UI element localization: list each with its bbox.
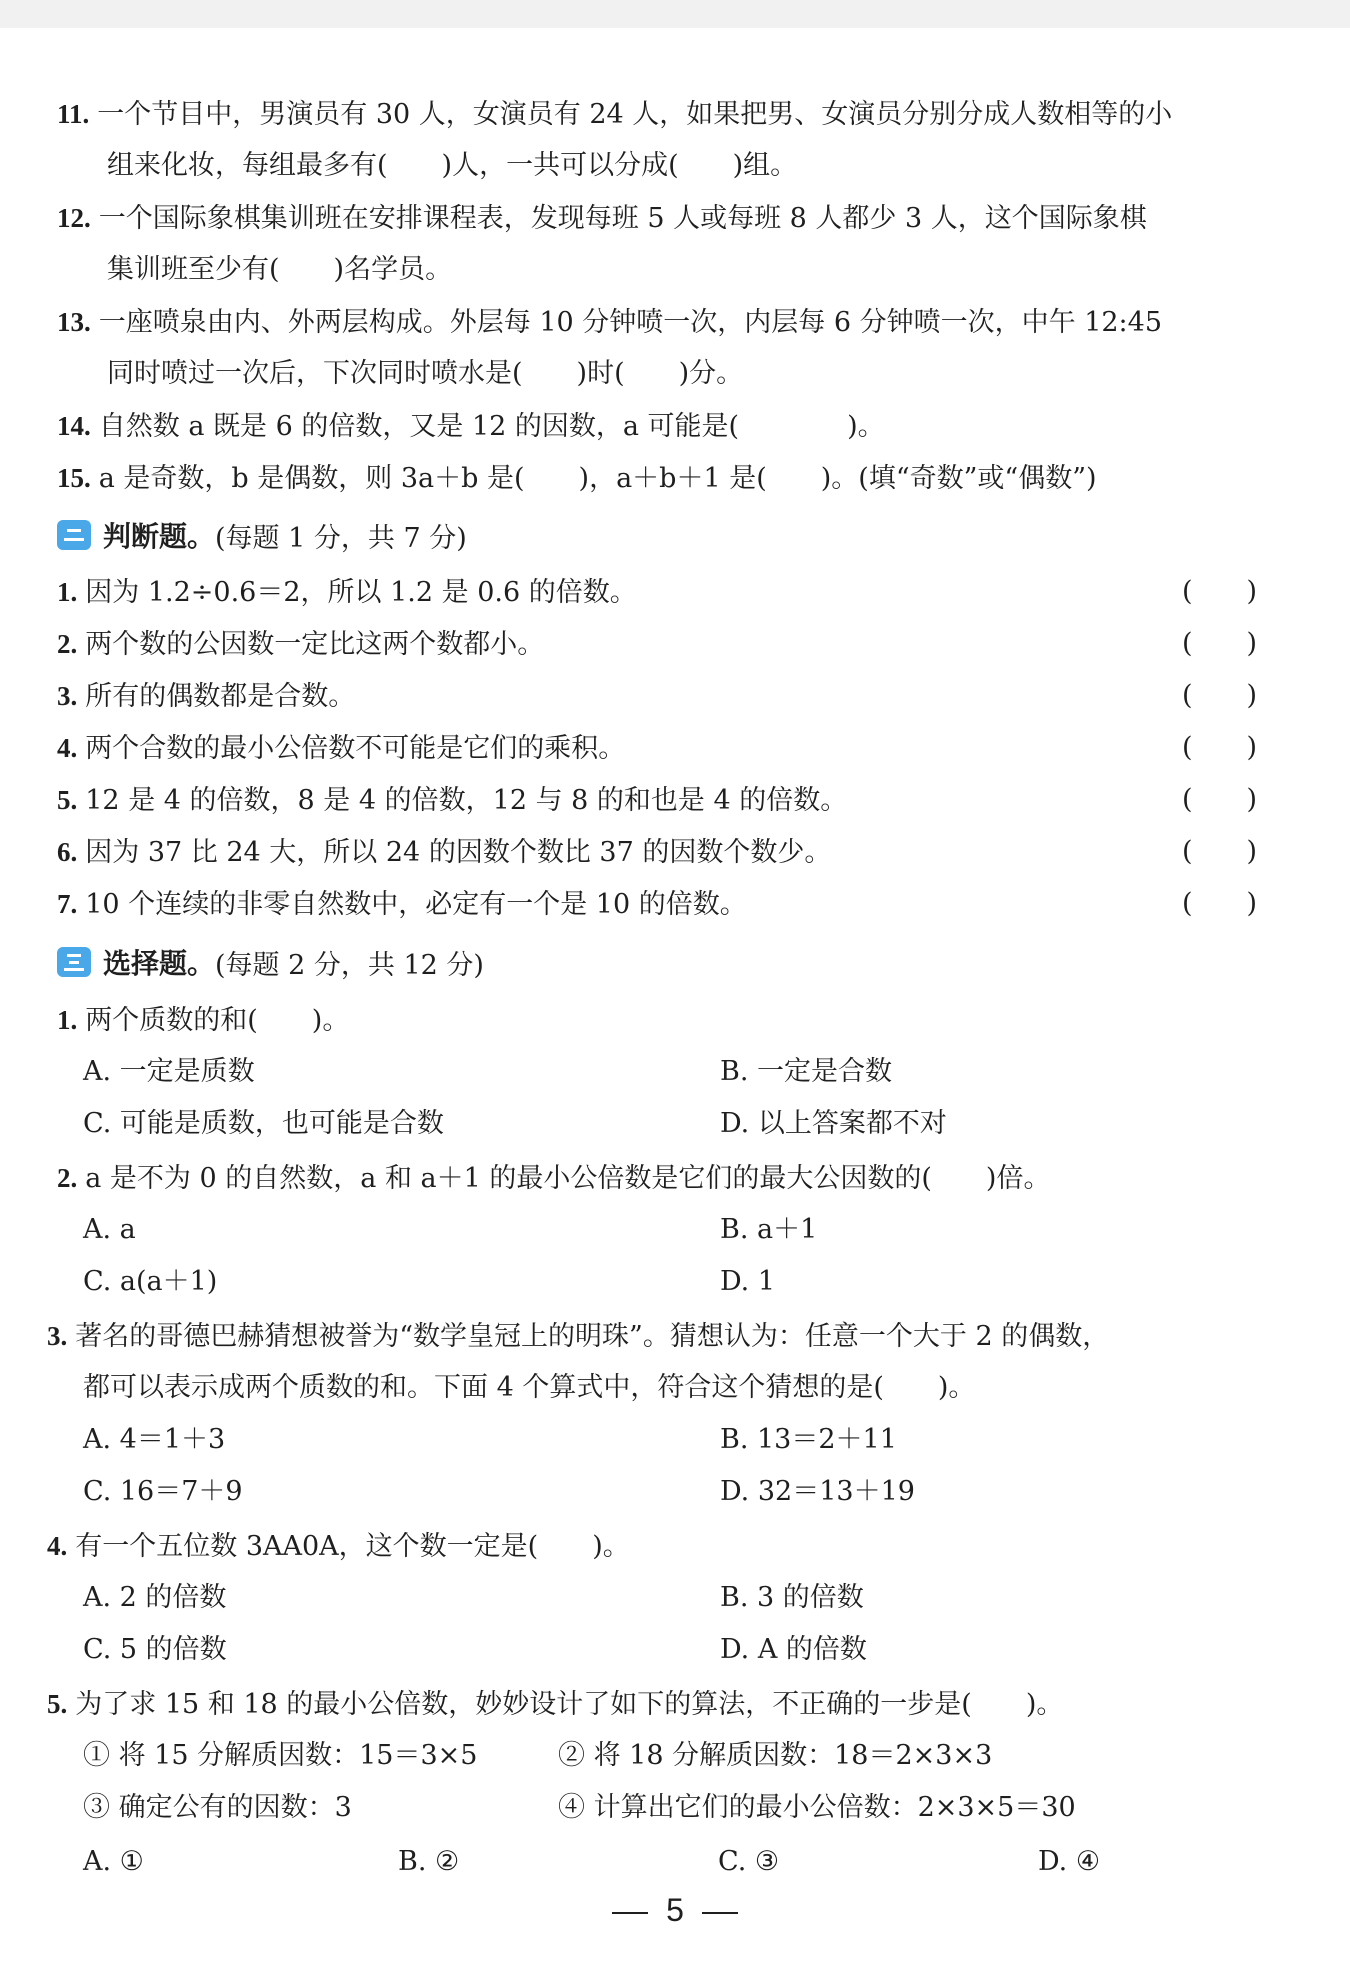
choice-question-5: 5. 为了求 15 和 18 的最小公倍数，妙妙设计了如下的算法，不正确的一步是( )。 bbox=[47, 1689, 1064, 1720]
choice-option[interactable]: C. ③ bbox=[718, 1846, 780, 1877]
choice-option[interactable]: A. 2 的倍数 bbox=[83, 1582, 227, 1613]
choice-option[interactable]: C. a(a＋1) bbox=[83, 1266, 218, 1297]
choice-option[interactable]: A. 4＝1＋3 bbox=[83, 1424, 226, 1455]
judge-item: 3. 所有的偶数都是合数。 bbox=[57, 681, 356, 712]
choice-question-3-line-1: 3. 著名的哥德巴赫猜想被誉为“数学皇冠上的明珠”。猜想认为：任意一个大于 2 的偶数， bbox=[47, 1321, 1110, 1352]
page-number bbox=[0, 1890, 1350, 1930]
judge-answer-blank[interactable]: ( ) bbox=[1182, 680, 1258, 711]
judge-item: 7. 10 个连续的非零自然数中，必定有一个是 10 的倍数。 bbox=[57, 889, 747, 920]
choice-question-2: 2. a 是不为 0 的自然数，a 和 a＋1 的最小公倍数是它们的最大公因数的( )倍。 bbox=[57, 1163, 1051, 1194]
question-14: 14. 自然数 a 既是 6 的倍数，又是 12 的因数，a 可能是( )。 bbox=[57, 411, 885, 442]
choice-option[interactable]: D. 1 bbox=[720, 1266, 776, 1297]
choice-option[interactable]: B. 13＝2＋11 bbox=[720, 1424, 897, 1455]
algorithm-step: ② 将 18 分解质因数：18＝2×3×3 bbox=[558, 1740, 993, 1771]
choice-option[interactable]: A. a bbox=[83, 1214, 136, 1245]
question-12-line-2: 集训班至少有( )名学员。 bbox=[107, 254, 453, 285]
choice-option[interactable]: B. 3 的倍数 bbox=[720, 1582, 864, 1613]
choice-option[interactable]: B. a＋1 bbox=[720, 1214, 818, 1245]
question-11-line-1: 11. 一个节目中，男演员有 30 人，女演员有 24 人，如果把男、女演员分别分成人数相等的小 bbox=[57, 99, 1173, 130]
section-two-icon bbox=[57, 520, 91, 550]
page-number-value: 5 bbox=[666, 1892, 684, 1928]
judge-item: 4. 两个合数的最小公倍数不可能是它们的乘积。 bbox=[57, 733, 626, 764]
page-number-dash bbox=[612, 1912, 648, 1914]
section-three-icon bbox=[57, 947, 91, 977]
section-title: 选择题。 bbox=[103, 947, 216, 980]
algorithm-step: ③ 确定公有的因数：3 bbox=[83, 1792, 352, 1823]
judge-answer-blank[interactable]: ( ) bbox=[1182, 784, 1258, 815]
judge-answer-blank[interactable]: ( ) bbox=[1182, 628, 1258, 659]
judge-answer-blank[interactable]: ( ) bbox=[1182, 888, 1258, 919]
choice-option[interactable]: A. 一定是质数 bbox=[83, 1056, 255, 1087]
choice-question-3-line-2: 都可以表示成两个质数的和。下面 4 个算式中，符合这个猜想的是( )。 bbox=[83, 1372, 976, 1403]
algorithm-step: ④ 计算出它们的最小公倍数：2×3×5＝30 bbox=[558, 1792, 1076, 1823]
choice-question-1: 1. 两个质数的和( )。 bbox=[57, 1005, 350, 1036]
algorithm-step: ① 将 15 分解质因数：15＝3×5 bbox=[83, 1740, 478, 1771]
choice-question-4: 4. 有一个五位数 3AA0A，这个数一定是( )。 bbox=[47, 1531, 630, 1562]
question-12-line-1: 12. 一个国际象棋集训班在安排课程表，发现每班 5 人或每班 8 人都少 3 人，这个国际象棋 bbox=[57, 203, 1147, 234]
choice-option[interactable]: C. 5 的倍数 bbox=[83, 1634, 227, 1665]
choice-option[interactable]: D. 32＝13＋19 bbox=[720, 1476, 915, 1507]
choice-option[interactable]: A. ① bbox=[83, 1846, 144, 1877]
choice-option[interactable]: D. A 的倍数 bbox=[720, 1634, 867, 1665]
top-shade bbox=[0, 0, 1350, 28]
choice-option[interactable]: C. 16＝7＋9 bbox=[83, 1476, 243, 1507]
section-title: 判断题。 bbox=[103, 520, 216, 553]
judge-item: 6. 因为 37 比 24 大，所以 24 的因数个数比 37 的因数个数少。 bbox=[57, 837, 832, 868]
judge-answer-blank[interactable]: ( ) bbox=[1182, 732, 1258, 763]
section-note: (每题 1 分，共 7 分) bbox=[215, 522, 467, 554]
choice-option[interactable]: C. 可能是质数，也可能是合数 bbox=[83, 1108, 444, 1139]
judge-item: 2. 两个数的公因数一定比这两个数都小。 bbox=[57, 629, 545, 660]
choice-option[interactable]: B. ② bbox=[398, 1846, 460, 1877]
choice-option[interactable]: D. ④ bbox=[1038, 1846, 1101, 1877]
choice-option[interactable]: B. 一定是合数 bbox=[720, 1056, 893, 1087]
choice-option[interactable]: D. 以上答案都不对 bbox=[720, 1108, 947, 1139]
question-13-line-2: 同时喷过一次后，下次同时喷水是( )时( )分。 bbox=[107, 358, 744, 389]
judge-item: 1. 因为 1.2÷0.6＝2，所以 1.2 是 0.6 的倍数。 bbox=[57, 577, 637, 608]
section-choice-header bbox=[57, 942, 484, 982]
question-11-line-2: 组来化妆，每组最多有( )人，一共可以分成( )组。 bbox=[107, 150, 798, 181]
section-judge-header bbox=[57, 515, 467, 555]
judge-answer-blank[interactable]: ( ) bbox=[1182, 836, 1258, 867]
question-15: 15. a 是奇数，b 是偶数，则 3a＋b 是( )，a＋b＋1 是( )。(填“奇数”或“偶数”) bbox=[57, 463, 1097, 494]
section-note: (每题 2 分，共 12 分) bbox=[215, 949, 484, 981]
question-13-line-1: 13. 一座喷泉由内、外两层构成。外层每 10 分钟喷一次，内层每 6 分钟喷一次，中午 12:45 bbox=[57, 307, 1163, 338]
judge-item: 5. 12 是 4 的倍数，8 是 4 的倍数，12 与 8 的和也是 4 的倍数。 bbox=[57, 785, 848, 816]
judge-answer-blank[interactable]: ( ) bbox=[1182, 576, 1258, 607]
page-number-dash bbox=[702, 1912, 738, 1914]
